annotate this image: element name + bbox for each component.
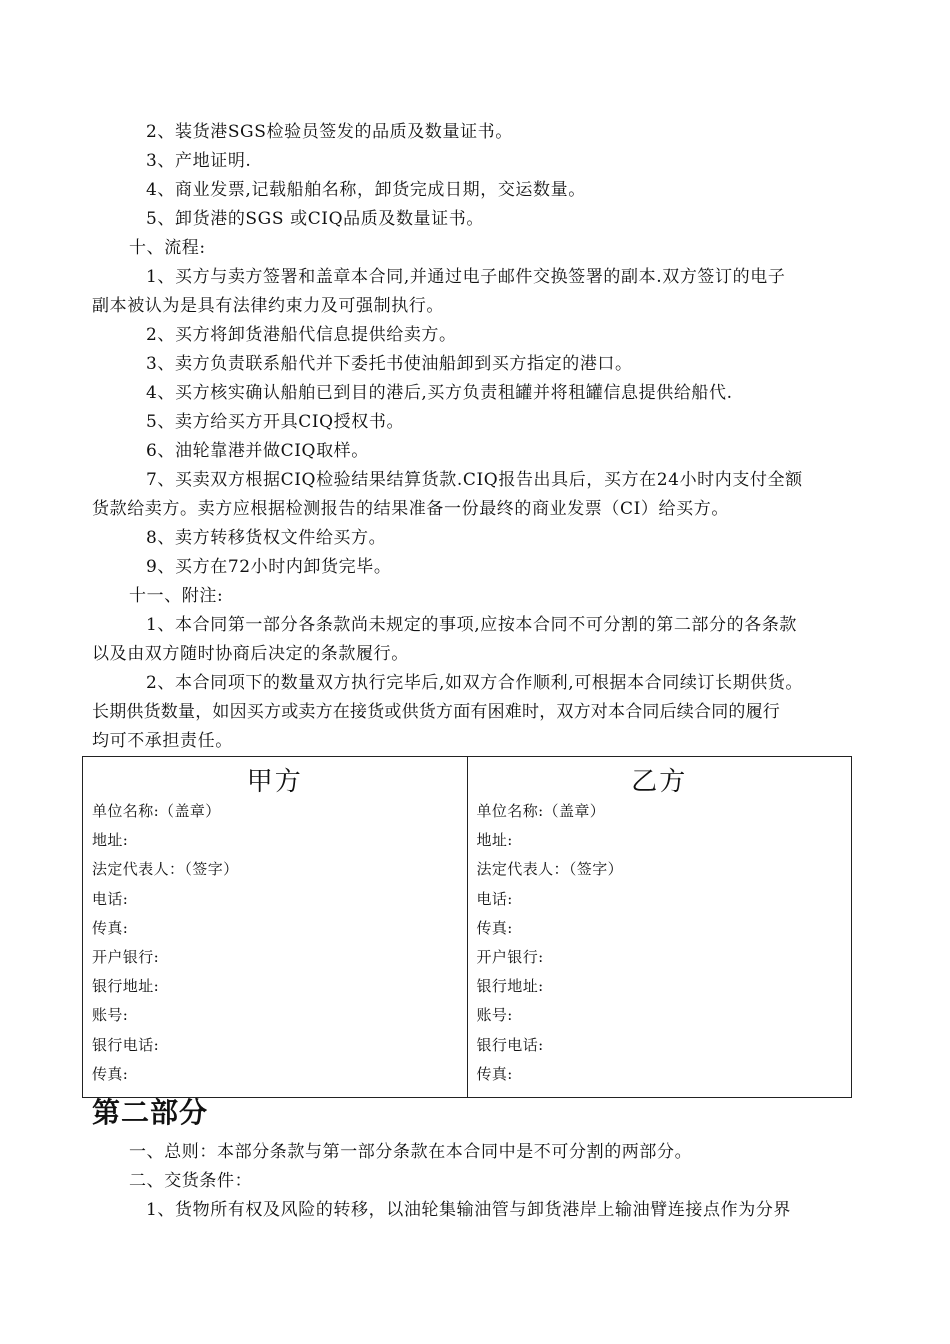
- party-b-bank: 开户银行:: [476, 948, 544, 967]
- clause-10-item-6: 6、油轮靠港并做CIQ取样。: [146, 441, 369, 461]
- party-b-account: 账号:: [476, 1006, 513, 1025]
- clause-10-item-1: 1、买方与卖方签署和盖章本合同,并通过电子邮件交换签署的副本.双方签订的电子: [146, 267, 786, 287]
- clause-10-item-8: 8、卖方转移货权文件给买方。: [146, 528, 387, 548]
- party-b-title: 乙方: [631, 767, 688, 797]
- party-b-address: 地址:: [476, 831, 513, 850]
- signature-table: [82, 756, 852, 1098]
- party-a-bank: 开户银行:: [92, 948, 160, 967]
- party-a-bank-address: 银行地址:: [92, 977, 160, 996]
- clause-11-item-2-cont2: 均可不承担责任。: [92, 731, 233, 751]
- part-2-heading: 第二部分: [92, 1096, 209, 1129]
- party-b-legal-rep: 法定代表人：（签字）: [476, 860, 624, 879]
- party-a-bank-phone: 银行电话:: [92, 1035, 160, 1054]
- clause-9-item-2: 2、装货港SGS检验员签发的品质及数量证书。: [146, 122, 513, 142]
- party-b-phone: 电话:: [476, 889, 513, 908]
- party-b-fax: 传真:: [476, 918, 513, 937]
- clause-10-item-4: 4、买方核实确认船舶已到目的港后,买方负责租罐并将租罐信息提供给船代.: [146, 383, 733, 403]
- party-a-cell: [83, 757, 468, 1098]
- party-a-fax: 传真:: [92, 918, 129, 937]
- clause-10-item-9: 9、买方在72小时内卸货完毕。: [146, 557, 392, 577]
- party-b-fax-2: 传真:: [476, 1064, 513, 1083]
- clause-9-item-3: 3、产地证明.: [146, 151, 252, 171]
- party-a-account: 账号:: [92, 1006, 129, 1025]
- party-b-cell: [467, 757, 852, 1098]
- party-a-address: 地址:: [92, 831, 129, 850]
- clause-10-item-2: 2、买方将卸货港船代信息提供给卖方。: [146, 325, 457, 345]
- party-a-title: 甲方: [246, 767, 303, 797]
- part-2-delivery-heading: 二、交货条件：: [129, 1171, 253, 1191]
- clause-11-item-1-cont: 以及由双方随时协商后决定的条款履行。: [92, 644, 409, 664]
- clause-10-item-1-cont: 副本被认为是具有法律约束力及可强制执行。: [92, 296, 444, 316]
- clause-9-item-4: 4、商业发票,记载船舶名称，卸货完成日期，交运数量。: [146, 180, 586, 200]
- party-a-phone: 电话:: [92, 889, 129, 908]
- party-a-legal-rep: 法定代表人：（签字）: [92, 860, 239, 879]
- party-b-bank-address: 银行地址:: [476, 977, 544, 996]
- clause-11-item-2-cont: 长期供货数量，如因买方或卖方在接货或供货方面有困难时，双方对本合同后续合同的履行: [92, 702, 780, 722]
- clause-10-item-3: 3、卖方负责联系船代并下委托书使油船卸到买方指定的港口。: [146, 354, 633, 374]
- clause-10-item-5: 5、卖方给买方开具CIQ授权书。: [146, 412, 405, 432]
- party-b-bank-phone: 银行电话:: [476, 1035, 544, 1054]
- clause-10-item-7-cont: 货款给卖方。卖方应根据检测报告的结果准备一份最终的商业发票（CI）给买方。: [92, 499, 729, 519]
- section-10-heading: 十、流程:: [129, 238, 206, 258]
- clause-10-item-7: 7、买卖双方根据CIQ检验结果结算货款.CIQ报告出具后，买方在24小时内支付全额: [146, 470, 803, 490]
- party-a-fax-2: 传真:: [92, 1064, 129, 1083]
- part-2-delivery-item-1: 1、货物所有权及风险的转移，以油轮集输油管与卸货港岸上输油臂连接点作为分界: [146, 1200, 792, 1220]
- part-2-general: 一、总则：本部分条款与第一部分条款在本合同中是不可分割的两部分。: [129, 1142, 693, 1162]
- party-b-company-name: 单位名称:（盖章）: [476, 802, 606, 820]
- clause-11-item-1: 1、本合同第一部分各条款尚未规定的事项,应按本合同不可分割的第二部分的各条款: [146, 615, 798, 635]
- section-11-heading: 十一、附注:: [129, 586, 224, 606]
- clause-11-item-2: 2、本合同项下的数量双方执行完毕后,如双方合作顺利,可根据本合同续订长期供货。: [146, 673, 804, 693]
- clause-9-item-5: 5、卸货港的SGS 或CIQ品质及数量证书。: [146, 209, 484, 229]
- party-a-company-name: 单位名称:（盖章）: [92, 802, 221, 820]
